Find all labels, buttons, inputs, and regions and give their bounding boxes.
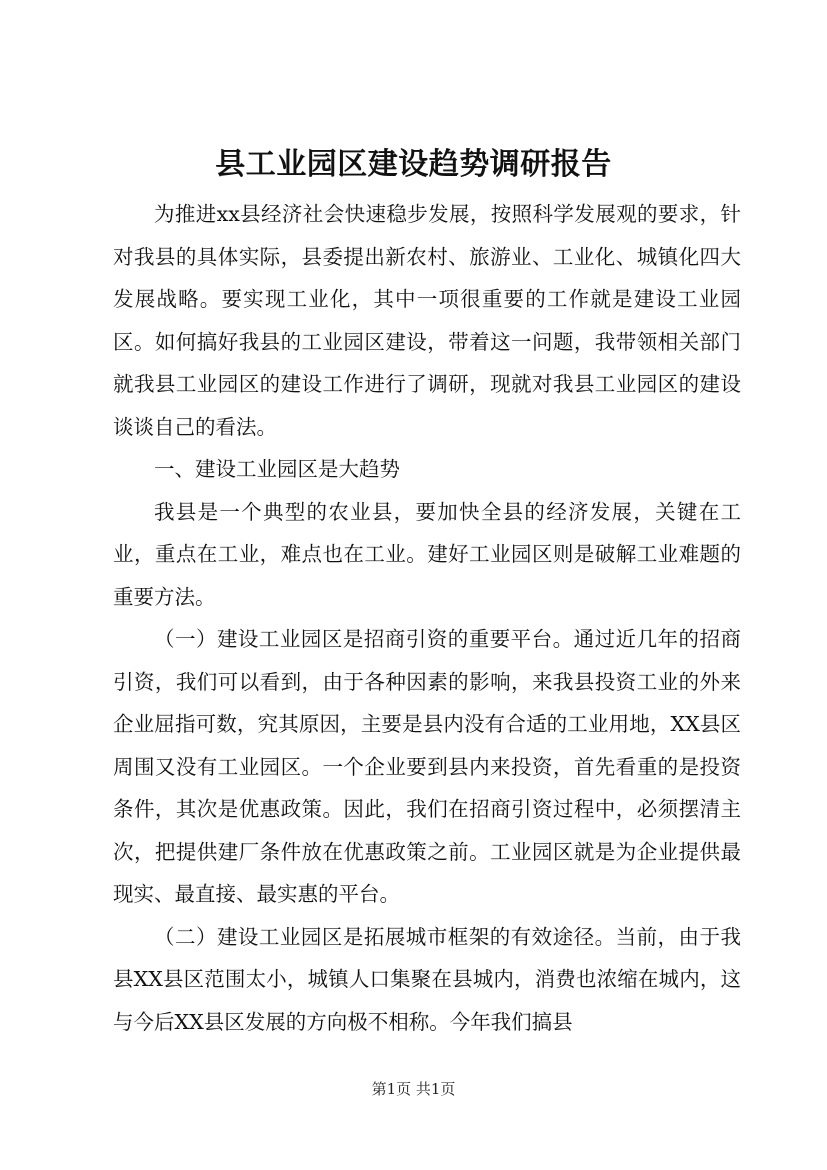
document-body bbox=[113, 193, 741, 1043]
document-title: 县工业园区建设趋势调研报告 bbox=[215, 147, 612, 182]
subsection-paragraph-1: （一）建设工业园区是招商引资的重要平台。通过近几年的招商引资，我们可以看到，由于各种因素的影响，来我县投资工业的外来企业屈指可数，究其原因，主要是县内没有合适的工业用地，XX县区周围又没有工业园区。一个企业要到县内来投资，首先看重的是投资条件，其次是优惠政策。因此，我们在招商引资过程中，必须摆清主次，把提供建厂条件放在优惠政策之前。工业园区就是为企业提供最现实、最直接、最实惠的平台。 bbox=[113, 627, 741, 906]
subsection-paragraph-2: （二）建设工业园区是拓展城市框架的有效途径。当前，由于我县XX县区范围太小，城镇人口集聚在县城内，消费也浓缩在城内，这与今后XX县区发展的方向极不相称。今年我们搞县 bbox=[113, 924, 741, 1034]
page-footer: 第1页 共1页 bbox=[371, 1080, 456, 1098]
section-heading: 一、建设工业园区是大趋势 bbox=[154, 457, 400, 481]
section-paragraph: 我县是一个典型的农业县，要加快全县的经济发展，关键在工业，重点在工业，难点也在工业。建好工业园区则是破解工业难题的重要方法。 bbox=[113, 499, 741, 609]
intro-paragraph: 为推进xx县经济社会快速稳步发展，按照科学发展观的要求，针对我县的具体实际，县委提出新农村、旅游业、工业化、城镇化四大发展战略。要实现工业化，其中一项很重要的工作就是建设工业园区。如何搞好我县的工业园区建设，带着这一问题，我带领相关部门就我县工业园区的建设工作进行了调研，现就对我县工业园区的建设谈谈自己的看法。 bbox=[113, 202, 741, 439]
